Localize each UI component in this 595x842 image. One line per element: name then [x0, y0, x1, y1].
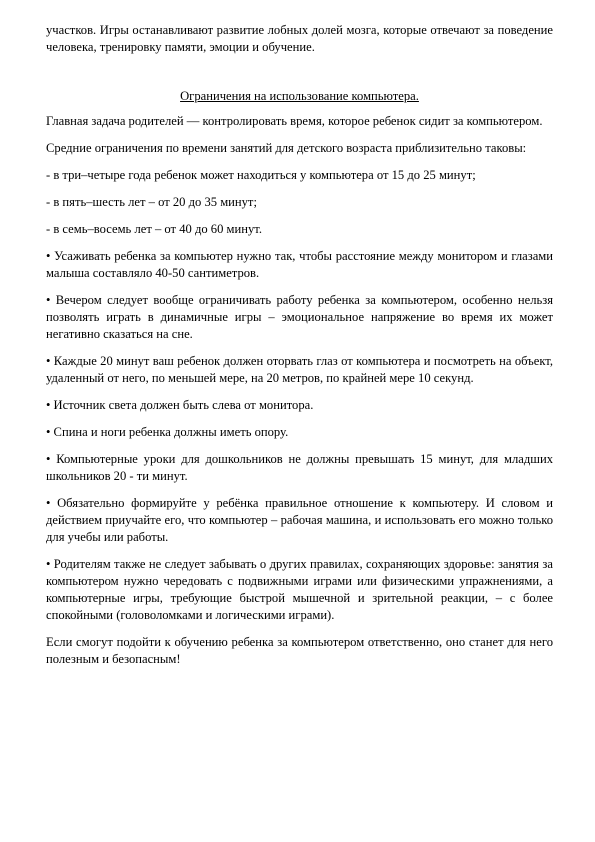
bullet-light-source: • Источник света должен быть слева от монитора.	[46, 398, 314, 412]
bullet-health-rules: • Родителям также не следует забывать о других правилах, сохраняющих здоровье: занятия за компьютером нужно чередовать с подвижными играми или физическими упражнениями, а компьютерные игры, требующие быстрой мышечной и зрительной реакции, – с более спокойными (головоломками и логическими играми).	[46, 557, 553, 622]
list-item-age-5-6: - в пять–шесть лет – от 20 до 35 минут;	[46, 195, 257, 209]
bullet-eye-break: • Каждые 20 минут ваш ребенок должен оторвать глаз от компьютера и посмотреть на объект, удаленный от него, по меньшей мере, на 20 метров, по крайней мере 10 секунд.	[46, 354, 553, 385]
paragraph-time-limits: Средние ограничения по времени занятий для детского возраста приблизительно таковы:	[46, 141, 527, 155]
bullet-evening: • Вечером следует вообще ограничивать работу ребенка за компьютером, особенно нельзя позволять играть в динамичные игры – эмоциональное напряжение во время их может негативно сказаться на сне.	[46, 293, 553, 341]
bullet-attitude: • Обязательно формируйте у ребёнка правильное отношение к компьютеру. И словом и действием приучайте его, что компьютер – рабочая машина, и использовать его можно только для учебы или работы.	[46, 496, 553, 544]
intro-paragraph: участков. Игры останавливают развитие лобных долей мозга, которые отвечают за поведение человека, тренировку памяти, эмоции и обучение.	[46, 23, 553, 54]
bullet-distance: • Усаживать ребенка за компьютер нужно так, чтобы расстояние между монитором и глазами малыша составляло 40-50 сантиметров.	[46, 249, 553, 280]
list-item-age-7-8: - в семь–восемь лет – от 40 до 60 минут.	[46, 222, 262, 236]
list-item-age-3-4: - в три–четыре года ребенок может находиться у компьютера от 15 до 25 минут;	[46, 168, 476, 182]
paragraph-main-task: Главная задача родителей — контролировать время, которое ребенок сидит за компьютером.	[46, 114, 543, 128]
bullet-lesson-length: • Компьютерные уроки для дошкольников не должны превышать 15 минут, для младших школьников 20 - ти минут.	[46, 452, 553, 483]
text-column	[46, 22, 553, 668]
bullet-posture: • Спина и ноги ребенка должны иметь опору.	[46, 425, 289, 439]
section-heading: Ограничения на использование компьютера.	[180, 89, 419, 103]
closing-paragraph: Если смогут подойти к обучению ребенка за компьютером ответственно, оно станет для него полезным и безопасным!	[46, 635, 553, 666]
